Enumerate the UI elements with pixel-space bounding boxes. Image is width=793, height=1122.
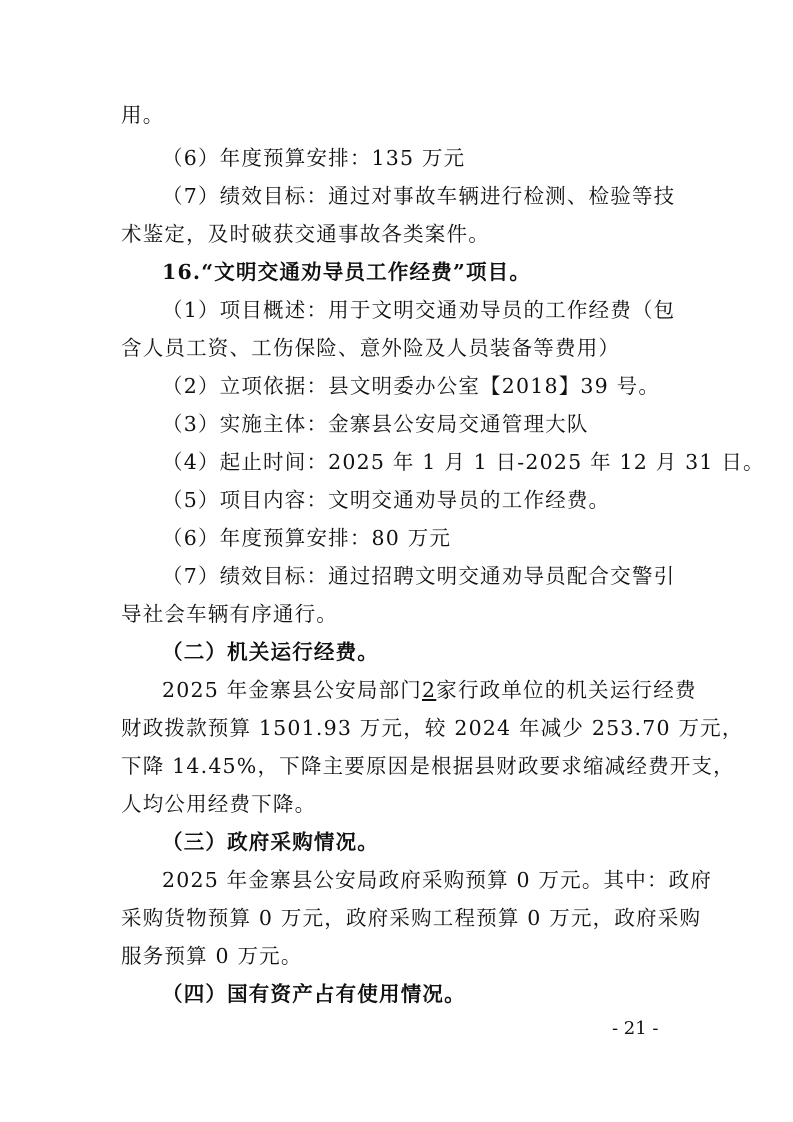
paragraph-line: 采购货物预算 0 万元，政府采购工程预算 0 万元，政府采购 [121,906,702,930]
paragraph-line: 含人员工资、工伤保险、意外险及人员装备等费用） [121,336,621,360]
paragraph-line: （7）绩效目标：通过招聘文明交通劝导员配合交警引 [162,564,676,588]
paragraph-line: （6）年度预算安排：80 万元 [162,526,452,550]
paragraph-line: 术鉴定，及时破获交通事故各类案件。 [121,222,490,246]
section-heading: （三）政府采购情况。 [162,830,379,854]
text-run: 家行政单位的机关运行经费 [436,678,697,702]
paragraph-line: 服务预算 0 万元。 [121,944,303,968]
paragraph-line: （3）实施主体：金寨县公安局交通管理大队 [162,412,589,436]
paragraph-line: 导社会车辆有序通行。 [121,602,338,626]
paragraph-line: 下降 14.45%，下降主要原因是根据县财政要求缩减经费开支， [121,754,735,778]
section-heading: （二）机关运行经费。 [162,640,379,664]
paragraph-line [162,675,697,705]
section-heading: （四）国有资产占有使用情况。 [162,982,466,1006]
paragraph-line: 用。 [121,103,165,127]
underlined-number: 2 [422,678,437,702]
paragraph-line: （6）年度预算安排：135 万元 [162,146,466,170]
section-heading: 16.“文明交通劝导员工作经费”项目。 [162,260,532,284]
paragraph-line: （1）项目概述：用于文明交通劝导员的工作经费（包 [162,298,676,322]
page-number: - 21 - [612,1018,659,1039]
paragraph-line: 人均公用经费下降。 [121,792,317,816]
paragraph-line: （2）立项依据：县文明委办公室【2018】39 号。 [162,374,661,398]
text-run: 2025 年金寨县公安局部门 [162,678,422,702]
paragraph-line: （7）绩效目标：通过对事故车辆进行检测、检验等技 [162,184,676,208]
paragraph-line: （5）项目内容：文明交通劝导员的工作经费。 [162,488,611,512]
paragraph-line: （4）起止时间：2025 年 1 月 1 日-2025 年 12 月 31 日。 [162,450,765,474]
paragraph-line: 财政拨款预算 1501.93 万元，较 2024 年减少 253.70 万元， [121,716,744,740]
paragraph-line: 2025 年金寨县公安局政府采购预算 0 万元。其中：政府 [162,868,713,892]
